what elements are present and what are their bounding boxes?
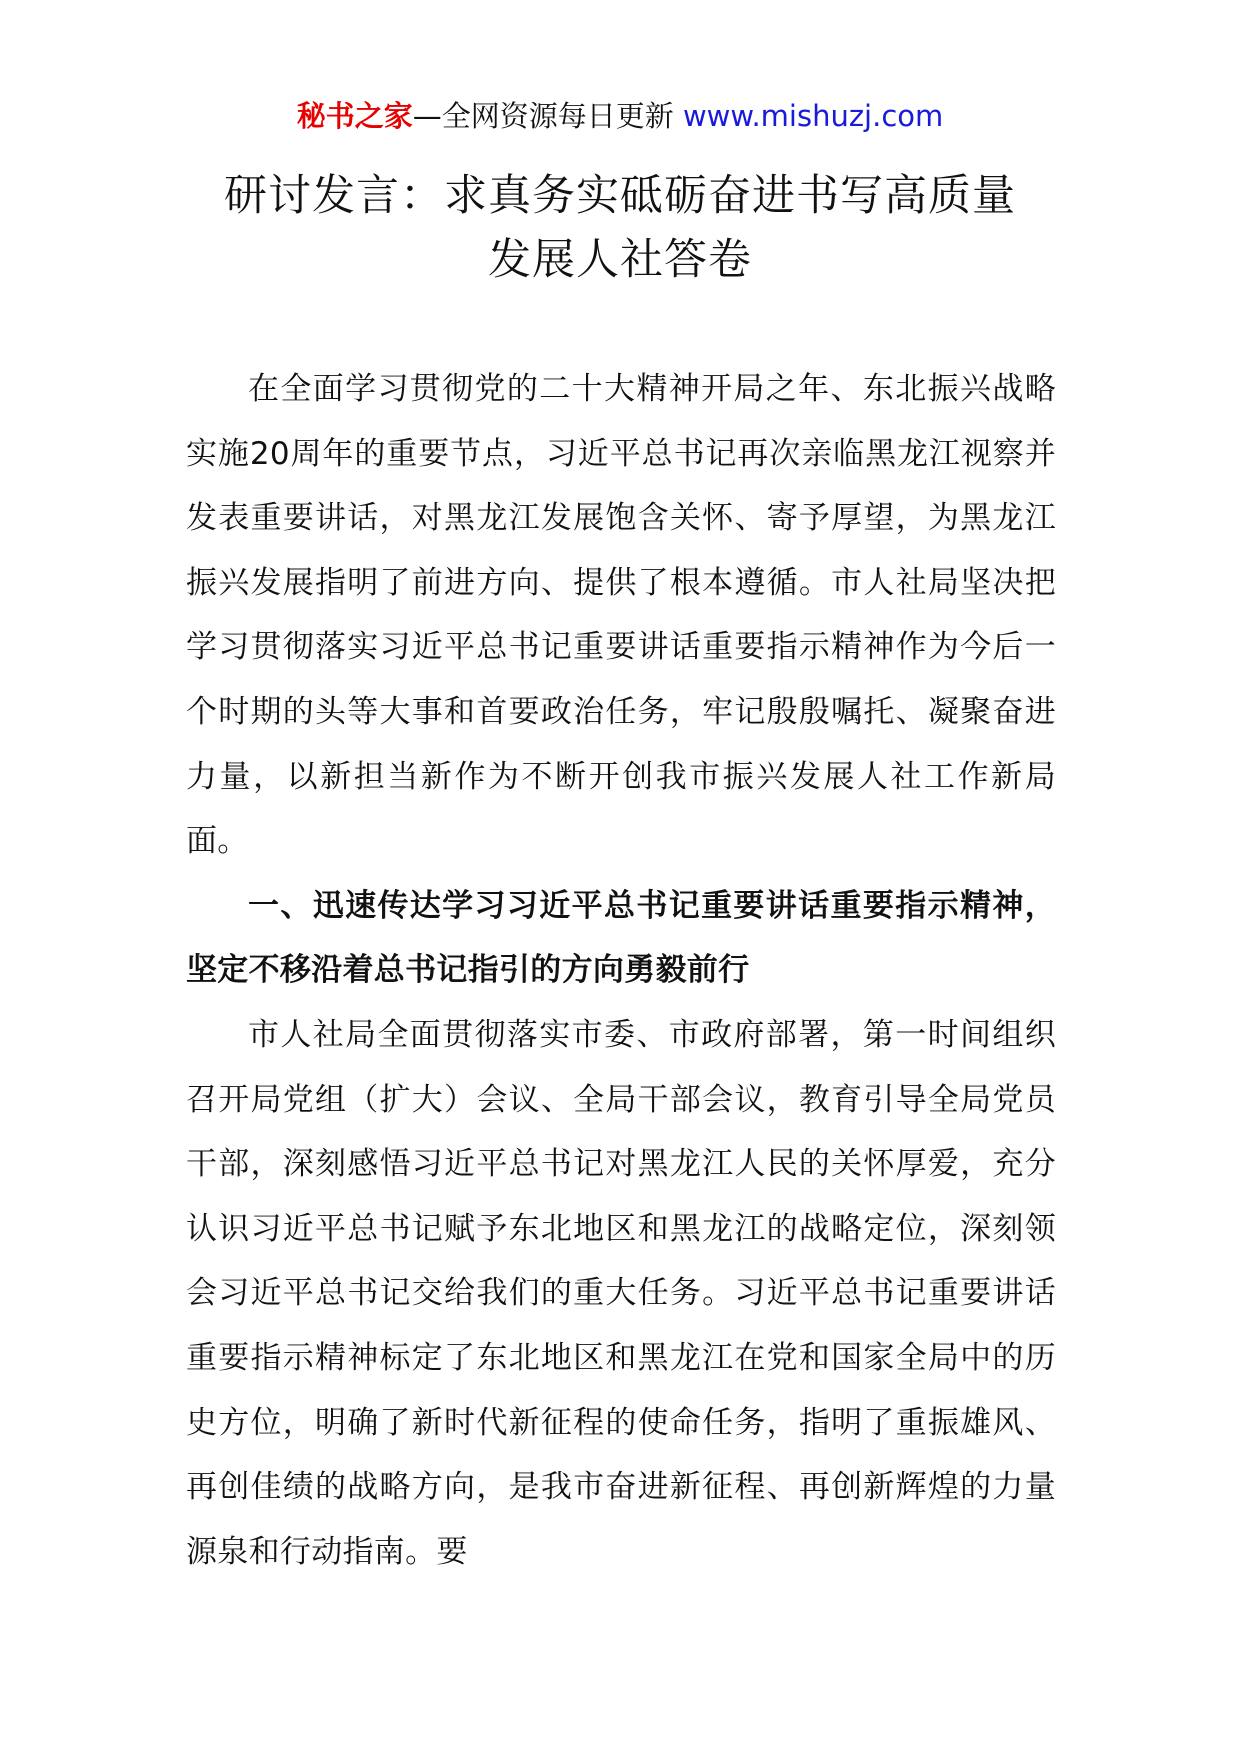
document-title bbox=[150, 164, 1090, 292]
title-line-2: 发展人社答卷 bbox=[488, 235, 752, 285]
section-heading: 一、迅速传达学习习近平总书记重要讲话重要指示精神，坚定不移沿着总书记指引的方向勇毅前行 bbox=[186, 887, 1056, 989]
brand-name: 秘书之家 bbox=[296, 99, 413, 133]
watermark-header bbox=[0, 96, 1240, 136]
site-url-link[interactable]: www.mishuzj.com bbox=[682, 99, 944, 133]
header-tagline: —全网资源每日更新 bbox=[412, 99, 674, 133]
body-paragraph: 在全面学习贯彻党的二十大精神开局之年、东北振兴战略实施20周年的重要节点，习近平总书记再次亲临黑龙江视察并发表重要讲话，对黑龙江发展饱含关怀、寄予厚望，为黑龙江振兴发展指明了前进方向、提供了根本遵循。市人社局坚决把学习贯彻落实习近平总书记重要讲话重要指示精神作为今后一个时期的头等大事和首要政治任务，牢记殷殷嘱托、凝聚奋进力量，以新担当新作为不断开创我市振兴发展人社工作新局面。 bbox=[186, 371, 1056, 860]
title-line-1: 研讨发言：求真务实砥砺奋进书写高质量 bbox=[224, 171, 1016, 221]
body-paragraph: 市人社局全面贯彻落实市委、市政府部署，第一时间组织召开局党组（扩大）会议、全局干部会议，教育引导全局党员干部，深刻感悟习近平总书记对黑龙江人民的关怀厚爱，充分认识习近平总书记赋予东北地区和黑龙江的战略定位，深刻领会习近平总书记交给我们的重大任务。习近平总书记重要讲话重要指示精神标定了东北地区和黑龙江在党和国家全局中的历史方位，明确了新时代新征程的使命任务，指明了重振雄风、再创佳绩的战略方向，是我市奋进新征程、再创新辉煌的力量源泉和行动指南。要 bbox=[186, 1016, 1056, 1570]
document-body bbox=[186, 357, 1056, 1584]
